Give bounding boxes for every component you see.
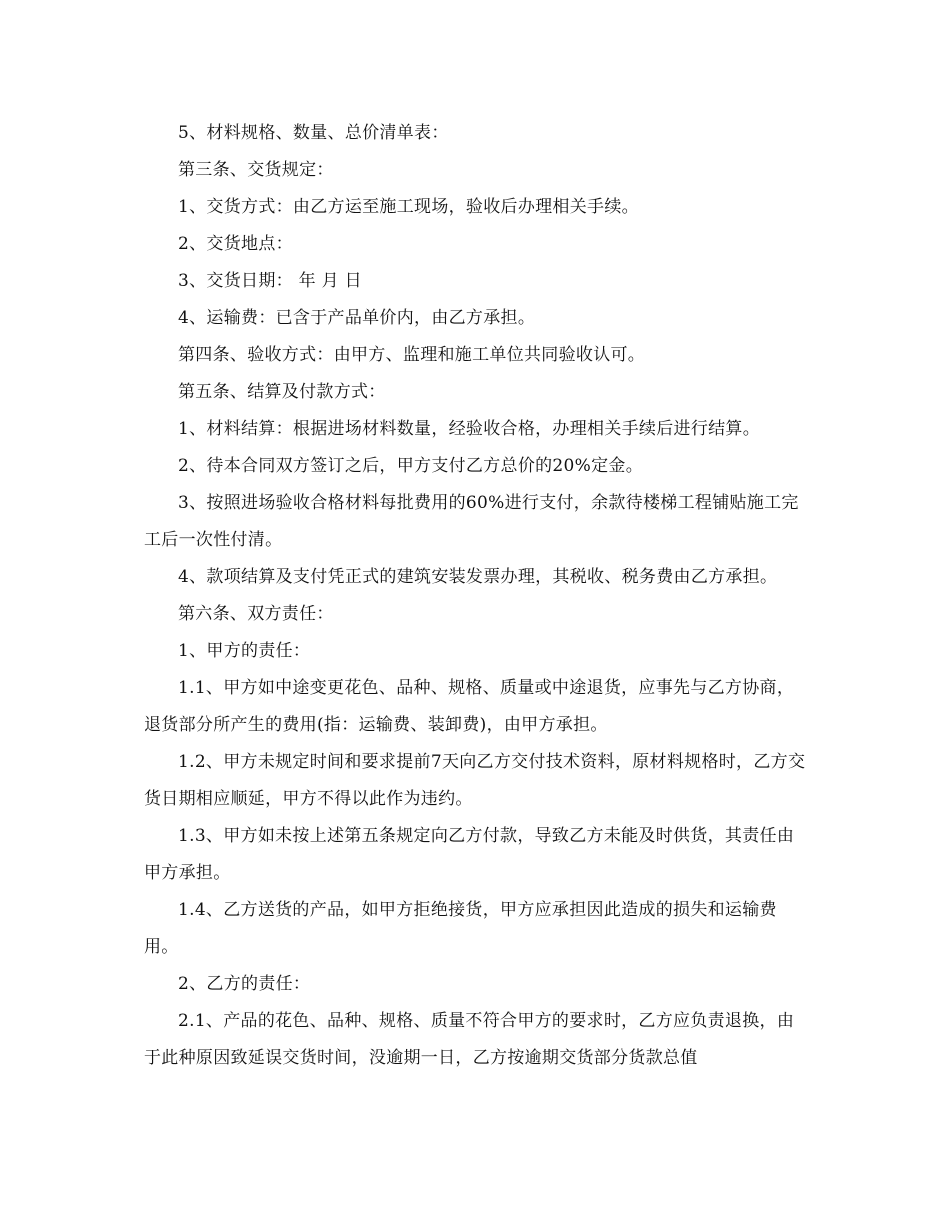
paragraph-transport-fee: 4、运输费：已含于产品单价内，由乙方承担。 — [178, 308, 536, 328]
heading-article-5: 第五条、结算及付款方式： — [178, 382, 386, 402]
paragraph-deposit: 2、待本合同双方签订之后，甲方支付乙方总价的20%定金。 — [178, 456, 643, 476]
clause-2-1: 2.1、产品的花色、品种、规格、质量不符合甲方的要求时，乙方应负责退换，由于此种原因致延误交货时间，没逾期一日，乙方按逾期交货部分货款总值 — [144, 1011, 795, 1068]
paragraph-delivery-method: 1、交货方式：由乙方运至施工现场，验收后办理相关手续。 — [178, 197, 639, 217]
heading-party-b-duties: 2、乙方的责任： — [178, 974, 311, 994]
paragraph-installment-payment: 3、按照进场验收合格材料每批费用的60%进行支付，余款待楼梯工程铺贴施工完工后一次性付清。 — [144, 493, 799, 550]
document-body — [144, 115, 808, 1077]
clause-1-2: 1.2、甲方未规定时间和要求提前7天向乙方交付技术资料，原材料规格时，乙方交货日期相应顺延，甲方不得以此作为违约。 — [144, 752, 806, 809]
paragraph-materials-list: 5、材料规格、数量、总价清单表： — [178, 123, 449, 143]
clause-1-3: 1.3、甲方如未按上述第五条规定向乙方付款，导致乙方未能及时供货，其责任由甲方承担。 — [144, 826, 795, 883]
paragraph-delivery-location: 2、交货地点： — [178, 234, 293, 254]
paragraph-invoice: 4、款项结算及支付凭正式的建筑安装发票办理，其税收、税务费由乙方承担。 — [178, 567, 778, 587]
paragraph-delivery-date: 3、交货日期： 年 月 日 — [178, 271, 362, 291]
paragraph-settlement: 1、材料结算：根据进场材料数量，经验收合格，办理相关手续后进行结算。 — [178, 419, 761, 439]
heading-party-a-duties: 1、甲方的责任： — [178, 641, 311, 661]
clause-1-1: 1.1、甲方如中途变更花色、品种、规格、质量或中途退货，应事先与乙方协商，退货部分所产生的费用(指：运输费、装卸费)，由甲方承担。 — [144, 678, 795, 735]
heading-article-6: 第六条、双方责任： — [178, 604, 334, 624]
clause-1-4: 1.4、乙方送货的产品，如甲方拒绝接货，甲方应承担因此造成的损失和运输费用。 — [144, 900, 777, 957]
heading-article-3: 第三条、交货规定： — [178, 160, 334, 180]
heading-article-4: 第四条、验收方式：由甲方、监理和施工单位共同验收认可。 — [178, 345, 646, 365]
